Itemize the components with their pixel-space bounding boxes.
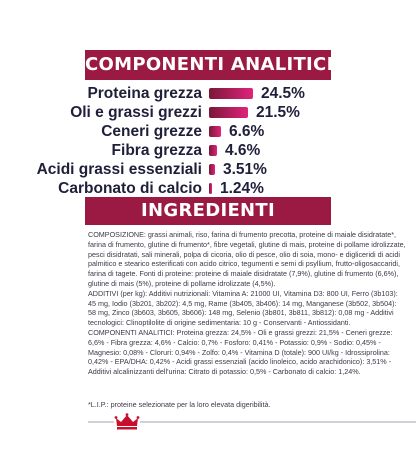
nutrient-bar (209, 145, 217, 156)
nutrient-label: Oli e grassi grezzi (70, 104, 202, 121)
nutrient-row-ash (0, 123, 416, 141)
composition-paragraph: COMPOSIZIONE: grassi animali, riso, farina di frumento precotta, proteine di maiale disidratate*, farina di frumento, glutine di frumento*, fibre vegetali, glutine di mais, proteine di pollame idrolizzate, pesci disidratati, sali minerali, polpa di cicoria, olio di pesce, olio di soia, mono- e digliceridi di acidi palmitico e stearico esterificati con acido citrico, tegumenti e semi di psyllium, frutto-oligosaccaridi, farina di tagete. Fonti di proteine: proteine di maiale disidratate (7,9%), glutine di frumento (6,6%), glutine di mais (5%), proteine di pollame idrolizzate (4,5%). (88, 230, 406, 288)
ingredients-heading: INGREDIENTI (85, 197, 331, 225)
nutrient-label: Acidi grassi essenziali (36, 161, 202, 178)
nutrient-bar (209, 126, 221, 137)
nutrient-value: 3.51% (223, 161, 267, 178)
nutrient-row-protein (0, 85, 416, 103)
nutrient-value: 21.5% (256, 104, 300, 121)
nutrient-row-essential-fatty-acids (0, 161, 416, 179)
footnote: *L.I.P.: proteine selezionate per la loro elevata digeribilità. (88, 400, 271, 409)
nutrient-row-fibre (0, 142, 416, 160)
nutrient-row-calcium-carbonate (0, 180, 416, 198)
nutrient-label: Carbonato di calcio (58, 180, 202, 197)
ingredients-text (88, 230, 406, 377)
nutrient-label: Proteina grezza (87, 85, 202, 102)
nutrient-bar (209, 183, 212, 194)
nutrient-label: Ceneri grezze (101, 123, 202, 140)
nutrient-value: 1.24% (220, 180, 264, 197)
analytical-components-heading: COMPONENTI ANALITICI (85, 50, 331, 80)
nutrient-value: 6.6% (229, 123, 265, 140)
analytical-paragraph: COMPONENTI ANALITICI: Proteina grezza: 24,5% - Oli e grassi grezzi: 21,5% - Ceneri grezze: 6,6% - Fibra grezza: 4,6% - Calcio: 0,7% - Fosforo: 0,41% - Potassio: 0,9% - Sodio: 0,45% - Magnesio: 0,08% - Cloruri: 0,94% - Zolfo: 0,4% - Vitamina D (totale): 900 UI/kg - Idrossiprolina: 0,42% - EPA/DHA: 0,42% - Acidi grassi essenziali (acido linoleico, acido arachidonico): 3,51% - Additivi alcalinizzanti dell'urina: Citrato di potassio: 0,5% - Carbonato di calcio: 1,24%. (88, 327, 393, 377)
nutrient-row-fat (0, 104, 416, 122)
nutrient-label: Fibra grezza (111, 142, 202, 159)
crown-logo-icon (114, 413, 140, 431)
nutrient-bar (209, 164, 215, 175)
additives-paragraph: ADDITIVI (per kg): Additivi nutrizionali: Vitamina A: 21000 UI, Vitamina D3: 800 UI, Ferro (3b103): 45 mg, Iodio (3b201, 3b202): 4,5 mg, Rame (3b405, 3b406): 14 mg, Manganese (3b502, 3b504): 58 mg, Zinco (3b603, 3b605, 3b606): 148 mg, Selenio (3b801, 3b811, 3b812): 0,08 mg - Additivi tecnologici: Clinoptilolite di origine sedimentaria: 10 g - Conservanti - Antiossidanti. (88, 288, 398, 328)
nutrient-value: 24.5% (261, 85, 305, 102)
nutrient-value: 4.6% (225, 142, 261, 159)
nutrient-bar (209, 107, 248, 118)
nutrient-bar (209, 88, 253, 99)
